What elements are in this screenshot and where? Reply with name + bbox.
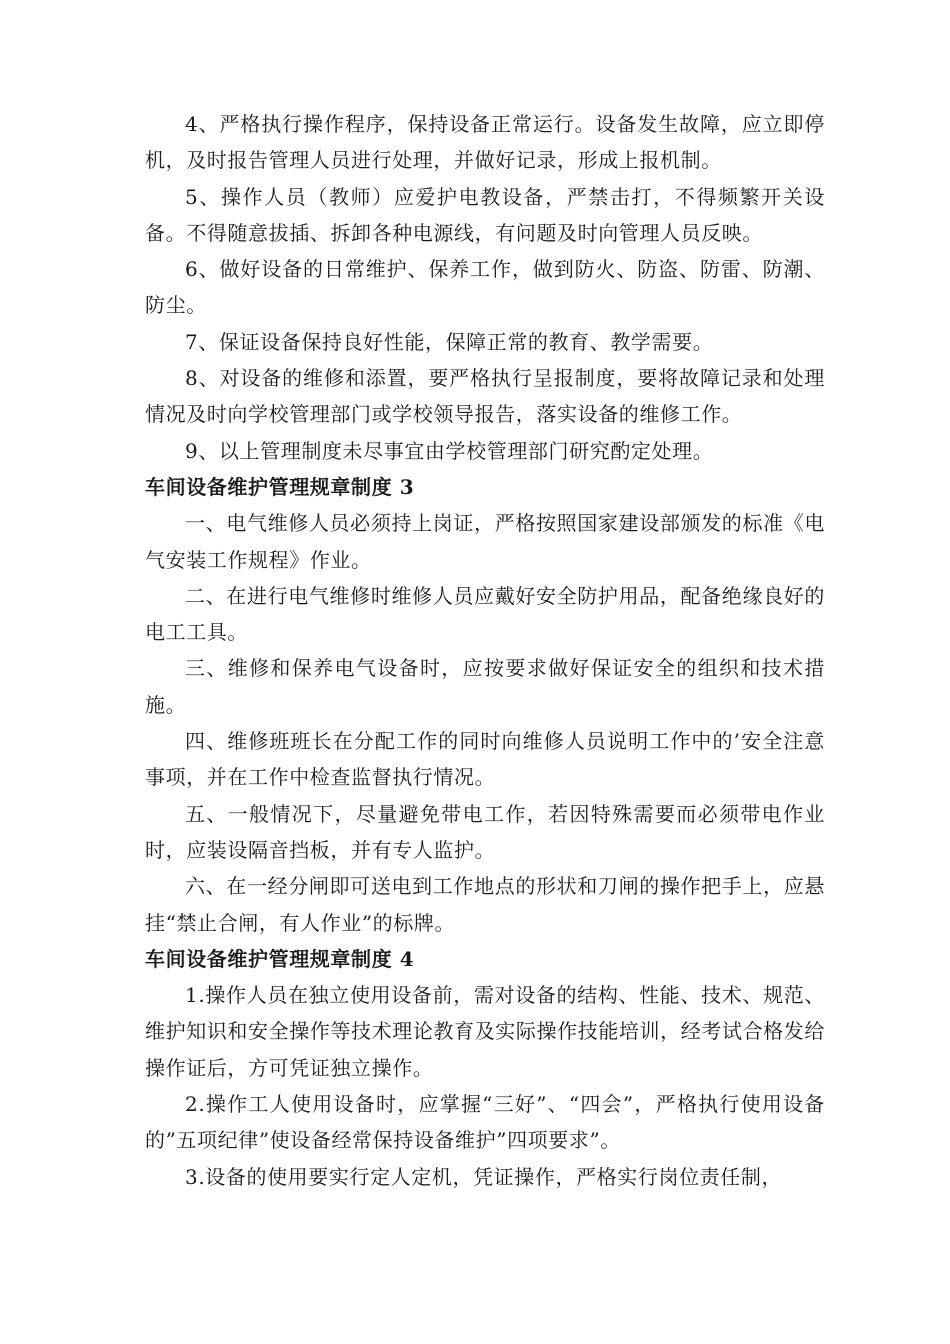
document-page [145,106,825,1195]
paragraph-s4-3: 3.设备的使用要实行定人定机，凭证操作，严格实行岗位责任制， [185,1164,783,1189]
paragraph-s4-1: 1.操作人员在独立使用设备前，需对设备的结构、性能、技术、规范、维护知识和安全操作等技术理论教育及实际操作技能培训，经考试合格发给操作证后，方可凭证独立操作。 [145,983,825,1080]
section-heading-3: 车间设备维护管理规章制度 3 [145,474,415,499]
section-heading-4: 车间设备维护管理规章制度 4 [145,946,415,971]
paragraph-s3-4: 四、维修班班长在分配工作的同时向维修人员说明工作中的’安全注意事项，并在工作中检查监督执行情况。 [145,729,825,790]
paragraph-s4-2: 2.操作工人使用设备时，应掌握“三好”、“四会”，严格执行使用设备的”五项纪律”使设备经常保持设备维护”四项要求”。 [145,1092,825,1153]
paragraph-5: 5、操作人员（教师）应爱护电教设备，严禁击打，不得频繁开关设备。不得随意拔插、拆卸各种电源线，有问题及时向管理人员反映。 [145,184,825,245]
paragraph-s3-1: 一、电气维修人员必须持上岗证，严格按照国家建设部颁发的标准《电气安装工作规程》作业。 [145,511,825,572]
paragraph-6: 6、做好设备的日常维护、保养工作，做到防火、防盗、防雷、防潮、防尘。 [145,257,825,318]
paragraph-7: 7、保证设备保持良好性能，保障正常的教育、教学需要。 [185,329,714,354]
paragraph-4: 4、严格执行操作程序，保持设备正常运行。设备发生故障，应立即停机，及时报告管理人员进行处理，并做好记录，形成上报机制。 [145,112,825,173]
paragraph-s3-3: 三、维修和保养电气设备时，应按要求做好保证安全的组织和技术措施。 [145,656,825,717]
paragraph-s3-6: 六、在一经分闸即可送电到工作地点的形状和刀闸的操作把手上，应悬挂“禁止合闸，有人作业”的标牌。 [145,874,825,935]
paragraph-9: 9、以上管理制度未尽事宜由学校管理部门研究酌定处理。 [185,438,714,463]
paragraph-s3-2: 二、在进行电气维修时维修人员应戴好安全防护用品，配备绝缘良好的电工工具。 [145,583,825,645]
paragraph-s3-5: 五、一般情况下，尽量避免带电工作，若因特殊需要而必须带电作业时，应装设隔音挡板，并有专人监护。 [145,801,825,862]
paragraph-8: 8、对设备的维修和添置，要严格执行呈报制度，要将故障记录和处理情况及时向学校管理部门或学校领导报告，落实设备的维修工作。 [145,366,825,427]
